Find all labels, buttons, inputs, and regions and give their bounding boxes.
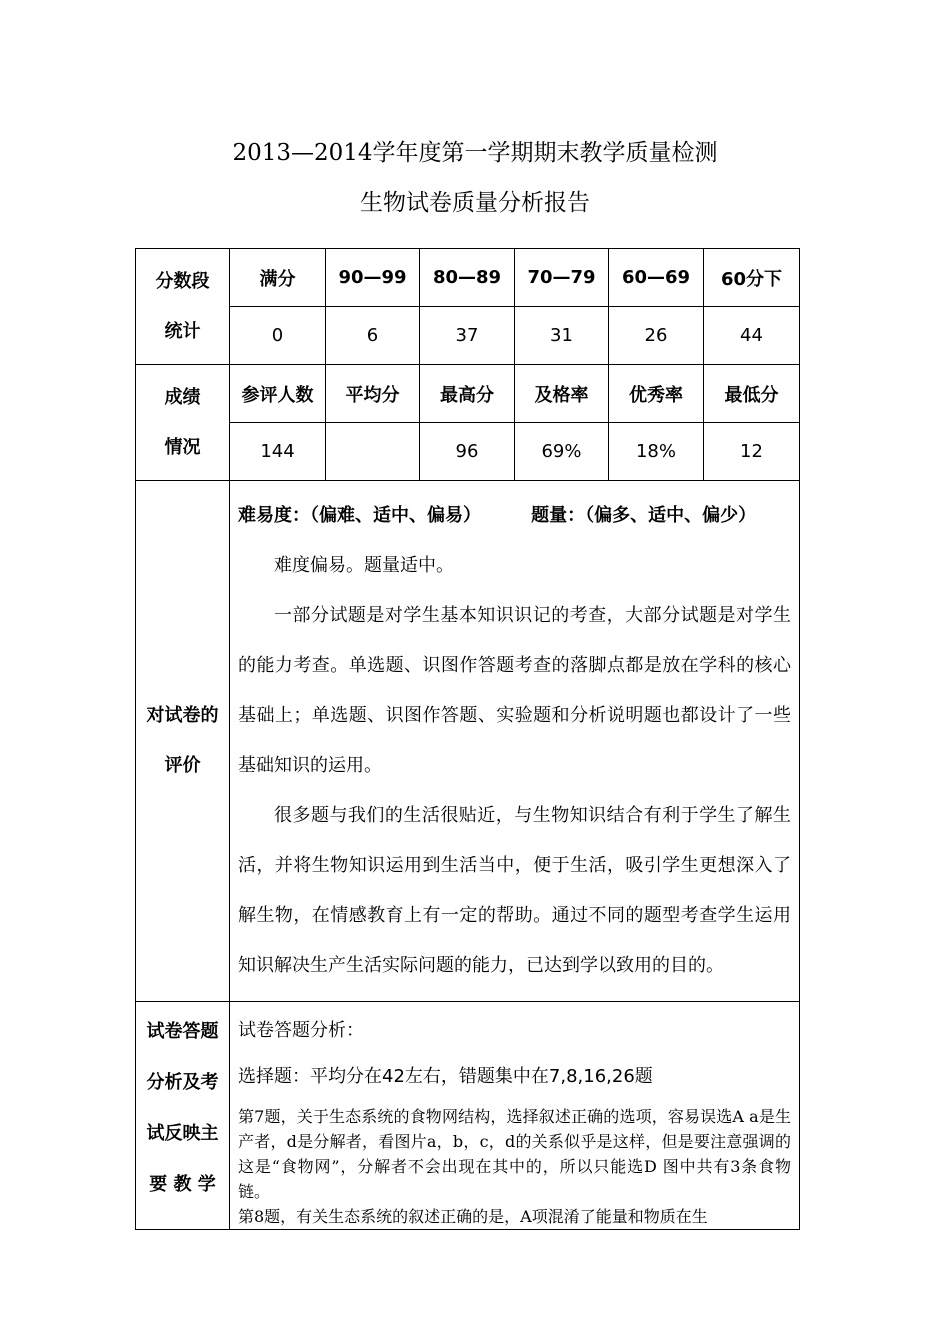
score-value-2: 37 xyxy=(420,307,515,365)
score-header-4: 60—69 xyxy=(609,249,704,307)
grade-header-4: 优秀率 xyxy=(609,365,704,423)
analysis-question-7: 第7题，关于生态系统的食物网结构，选择叙述正确的选项，容易误选A a是生产者，d是分解者，看图片a，b，c，d的关系似乎是这样，但是要注意强调的这是“食物网”，分解者不会出现在其中的，所以只能选D 图中共有3条食物链。 xyxy=(238,1107,791,1201)
score-header-5: 60分下 xyxy=(704,249,800,307)
score-value-1: 6 xyxy=(326,307,420,365)
grade-header-3: 及格率 xyxy=(515,365,609,423)
score-value-4: 26 xyxy=(609,307,704,365)
grade-value-2: 96 xyxy=(420,423,515,481)
grade-header-1: 平均分 xyxy=(326,365,420,423)
evaluation-paragraph-2: 一部分试题是对学生基本知识识记的考查，大部分试题是对学生的能力考查。单选题、识图作答题考查的落脚点都是放在学科的核心基础上；单选题、识图作答题、实验题和分析说明题也都设计了一些基础知识的运用。 xyxy=(238,605,791,776)
grade-value-5: 12 xyxy=(704,423,800,481)
score-header-3: 70—79 xyxy=(515,249,609,307)
score-label-line1: 分数段 xyxy=(155,270,210,292)
analysis-label-line4: 要 教 学 xyxy=(149,1174,216,1195)
analysis-label xyxy=(136,1002,230,1230)
analysis-label-line1: 试卷答题 xyxy=(146,1021,219,1042)
analysis-intro: 试卷答题分析： xyxy=(238,1020,364,1041)
grade-section-label xyxy=(136,365,230,481)
score-label-line2: 统计 xyxy=(164,320,201,342)
grade-header-0: 参评人数 xyxy=(230,365,326,423)
score-value-3: 31 xyxy=(515,307,609,365)
score-header-0: 满分 xyxy=(230,249,326,307)
report-title-line2: 生物试卷质量分析报告 xyxy=(360,190,590,216)
evaluation-label-line2: 评价 xyxy=(164,755,201,776)
score-section-label xyxy=(136,249,230,365)
analysis-content xyxy=(230,1002,800,1230)
grade-label-line2: 情况 xyxy=(164,436,201,458)
grade-value-1 xyxy=(326,423,420,481)
score-header-1: 90—99 xyxy=(326,249,420,307)
score-value-5: 44 xyxy=(704,307,800,365)
grade-header-2: 最高分 xyxy=(420,365,515,423)
grade-header-5: 最低分 xyxy=(704,365,800,423)
evaluation-content xyxy=(230,481,800,1002)
analysis-choice-summary: 选择题：平均分在42左右，错题集中在7,8,16,26题 xyxy=(238,1066,653,1087)
analysis-question-8: 第8题，有关生态系统的叙述正确的是，A项混淆了能量和物质在生 xyxy=(238,1207,708,1226)
grade-label-line1: 成绩 xyxy=(164,386,201,408)
evaluation-heading: 难易度：（偏难、适中、偏易） 题量：（偏多、适中、偏少） xyxy=(238,505,757,526)
grade-value-3: 69% xyxy=(515,423,609,481)
grade-value-4: 18% xyxy=(609,423,704,481)
evaluation-label xyxy=(136,481,230,1002)
score-header-2: 80—89 xyxy=(420,249,515,307)
report-title-line1: 2013—2014学年度第一学期期末教学质量检测 xyxy=(232,140,718,166)
analysis-label-line2: 分析及考 xyxy=(146,1072,219,1093)
analysis-table xyxy=(135,248,800,1230)
score-value-0: 0 xyxy=(230,307,326,365)
evaluation-paragraph-3: 很多题与我们的生活很贴近，与生物知识结合有利于学生了解生活，并将生物知识运用到生活当中，便于生活，吸引学生更想深入了解生物，在情感教育上有一定的帮助。通过不同的题型考查学生运用知识解决生产生活实际问题的能力，已达到学以致用的目的。 xyxy=(238,805,791,976)
grade-value-0: 144 xyxy=(230,423,326,481)
evaluation-label-line1: 对试卷的 xyxy=(146,705,219,726)
analysis-label-line3: 试反映主 xyxy=(146,1123,219,1144)
evaluation-paragraph-1: 难度偏易。题量适中。 xyxy=(274,555,454,576)
